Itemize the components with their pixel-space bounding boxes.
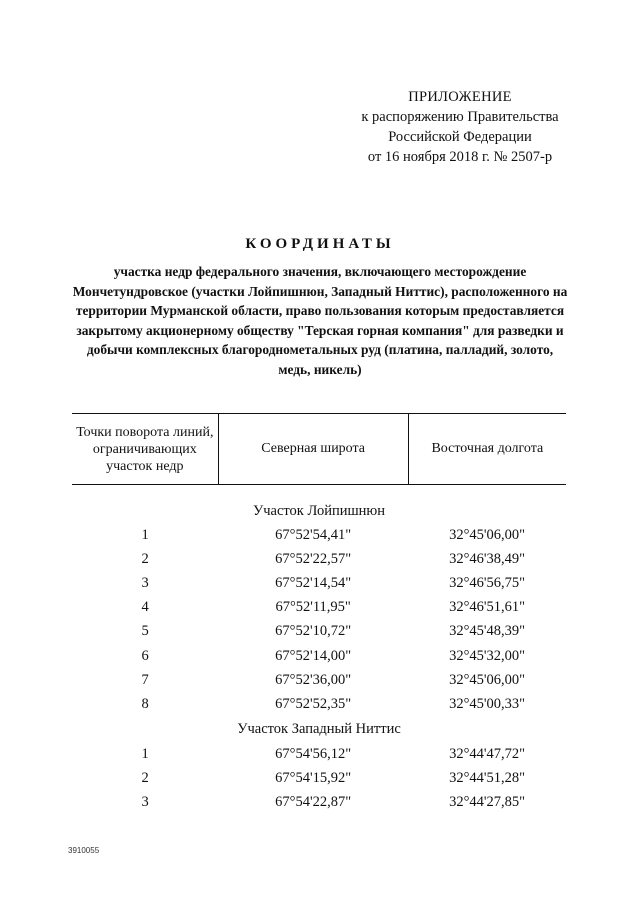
latitude-cell: 67°52'52,35" — [275, 695, 352, 712]
document-title: КООРДИНАТЫ — [245, 236, 395, 252]
latitude-cell: 67°52'11,95" — [275, 599, 351, 616]
point-number: 1 — [141, 746, 149, 763]
appendix-line-2: Российской Федерации — [388, 129, 532, 145]
table-body — [72, 485, 566, 816]
table-row — [72, 668, 566, 692]
point-number: 1 — [141, 526, 149, 543]
table-row — [72, 791, 566, 815]
appendix-block — [330, 87, 590, 167]
longitude-cell: 32°45'32,00" — [449, 647, 526, 664]
table-row — [72, 620, 566, 644]
footer-code: 3910055 — [68, 846, 100, 855]
table-row — [72, 596, 566, 620]
latitude-cell: 67°52'10,72" — [275, 623, 352, 640]
latitude-cell: 67°52'14,54" — [275, 574, 352, 591]
point-number: 7 — [141, 671, 149, 688]
header-latitude: Северная широта — [218, 414, 408, 485]
longitude-cell: 32°46'56,75" — [449, 574, 526, 591]
longitude-cell: 32°44'47,72" — [449, 746, 526, 763]
coordinates-table — [72, 413, 566, 815]
table-row — [72, 523, 566, 547]
table-row — [72, 743, 566, 767]
table-row — [72, 767, 566, 791]
latitude-cell: 67°52'36,00" — [275, 671, 352, 688]
table-row — [72, 644, 566, 668]
latitude-cell: 67°54'22,87" — [275, 794, 352, 811]
section-title: Участок Западный Ниттис — [237, 721, 401, 737]
point-number: 5 — [141, 623, 149, 640]
appendix-line-3: от 16 ноября 2018 г. № 2507-р — [367, 149, 553, 165]
table-row — [72, 692, 566, 716]
longitude-cell: 32°44'27,85" — [449, 794, 526, 811]
longitude-cell: 32°45'06,00" — [449, 671, 526, 688]
header-longitude: Восточная долгота — [408, 414, 566, 485]
point-number: 3 — [141, 574, 149, 591]
table-header-row — [72, 414, 566, 485]
latitude-cell: 67°52'22,57" — [275, 550, 352, 567]
latitude-cell: 67°54'15,92" — [275, 770, 352, 787]
point-number: 2 — [141, 550, 149, 567]
point-number: 2 — [141, 770, 149, 787]
section-title: Участок Лойпишнюн — [252, 502, 385, 519]
appendix-heading: ПРИЛОЖЕНИЕ — [408, 89, 512, 105]
longitude-cell: 32°46'38,49" — [449, 550, 526, 567]
longitude-cell: 32°45'00,33" — [449, 695, 526, 712]
table-row — [72, 571, 566, 595]
point-number: 3 — [141, 794, 149, 811]
table-row — [72, 547, 566, 571]
point-number: 8 — [141, 695, 149, 712]
appendix-line-1: к распоряжению Правительства — [361, 109, 559, 125]
latitude-cell: 67°52'54,41" — [275, 526, 352, 543]
longitude-cell: 32°45'06,00" — [449, 526, 526, 543]
section-row — [72, 717, 566, 743]
document-subtitle: участка недр федерального значения, включающего месторождение Мончетундровское (участки Лойпишнюн, Западный Ниттис), расположенного на территории Мурманской области, право пользования которым предоставляется закрытому акционерному обществу "Терская горная компания" для разведки и добычи комплексных благороднометальных руд (платина, палладий, золото, медь, никель) — [72, 264, 568, 377]
point-number: 6 — [141, 647, 149, 664]
latitude-cell: 67°52'14,00" — [275, 647, 352, 664]
header-points: Точки поворота линий, ограничивающих участок недр — [72, 414, 218, 485]
point-number: 4 — [141, 599, 149, 616]
section-row — [72, 485, 566, 524]
longitude-cell: 32°46'51,61" — [449, 599, 526, 616]
longitude-cell: 32°45'48,39" — [449, 623, 526, 640]
longitude-cell: 32°44'51,28" — [449, 770, 526, 787]
latitude-cell: 67°54'56,12" — [275, 746, 352, 763]
